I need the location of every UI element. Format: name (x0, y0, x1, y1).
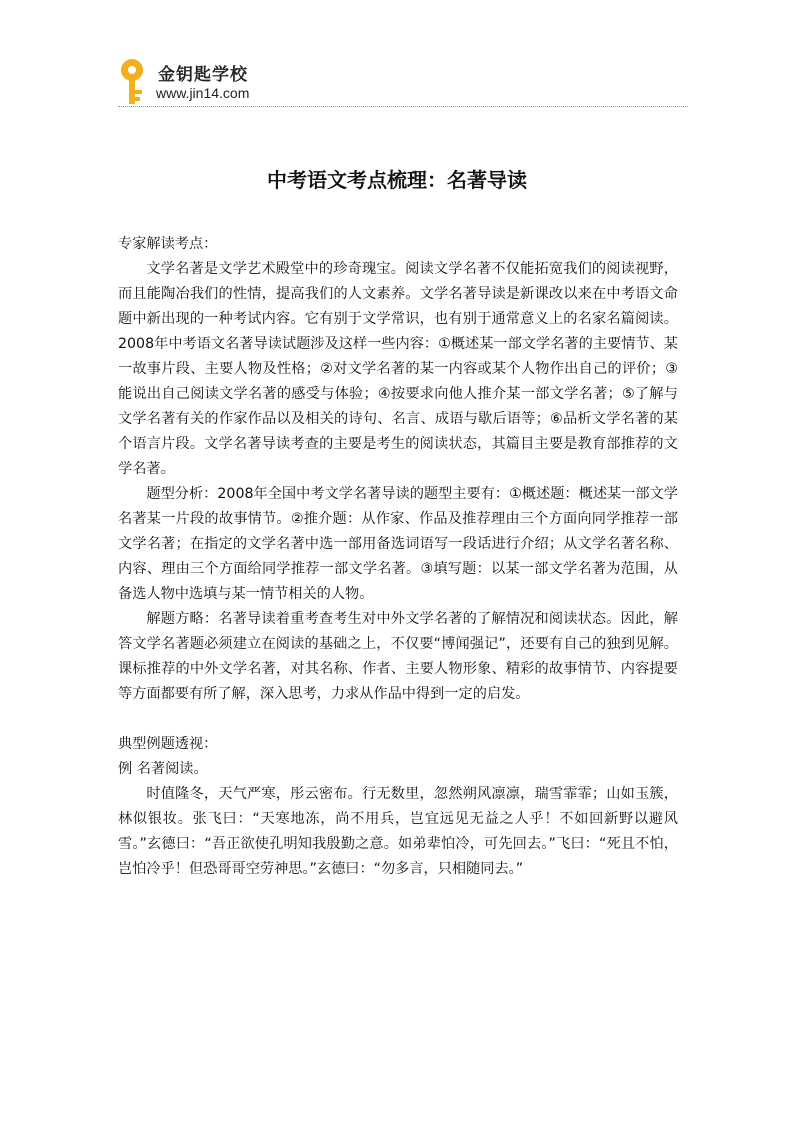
section-heading-examples: 典型例题透视： (118, 736, 218, 752)
spacer (118, 707, 678, 732)
paragraph-strategy: 解题方略：名著导读着重考查考生对中外文学名著的了解情况和阅读状态。因此，解答文学名著题必须建立在阅读的基础之上，不仅要“博闻强记”，还要有自己的独到见解。课标推荐的中外文学名著，对其名称、作者、主要人物形象、精彩的故事情节、内容提要等方面都要有所了解，深入思考，力求从作品中得到一定的启发。 (118, 611, 678, 702)
header-divider (118, 106, 688, 107)
page-title: 中考语文考点梳理：名著导读 (267, 168, 527, 192)
key-icon (118, 56, 158, 106)
logo-name: 金钥匙学校 (158, 65, 248, 85)
page-header (118, 54, 688, 110)
paragraph-question-types: 题型分析：2008年全国中考文学名著导读的题型主要有：①概述题：概述某一部文学名著某一片段的故事情节。②推介题：从作家、作品及推荐理由三个方面向同学推荐一部文学名著；在指定的文学名著中选一部用备选词语写一段话进行介绍；从文学名著名称、内容、理由三个方面给同学推荐一部文学名著。③填写题：以某一部文学名著为范围，从备选人物中选填与某一情节相关的人物。 (118, 486, 678, 602)
paragraph-intro: 文学名著是文学艺术殿堂中的珍奇瑰宝。阅读文学名著不仅能拓宽我们的阅读视野，而且能陶冶我们的性情，提高我们的人文素养。文学名著导读是新课改以来在中考语文命题中新出现的一种考试内容。它有别于文学常识，也有别于通常意义上的名家名篇阅读。2008年中考语文名著导读试题涉及这样一些内容：①概述某一部文学名著的主要情节、某一故事片段、主要人物及性格；②对文学名著的某一内容或某个人物作出自己的评价；③能说出自己阅读文学名著的感受与体验；④按要求向他人推介某一部文学名著；⑤了解与文学名著有关的作家作品以及相关的诗句、名言、成语与歇后语等；⑥品析文学名著的某个语言片段。文学名著导读考查的主要是考生的阅读状态，其篇目主要是教育部推荐的文学名著。 (118, 261, 678, 477)
document-body (118, 232, 678, 882)
logo-url[interactable]: www.jin14.com (156, 85, 250, 101)
section-heading-expert: 专家解读考点： (118, 236, 218, 252)
example-label: 例 名著阅读。 (118, 761, 208, 777)
paragraph-example-text: 时值隆冬，天气严寒，彤云密布。行无数里，忽然朔风凛凛，瑞雪霏霏；山如玉簇，林似银妆。张飞曰：“天寒地冻，尚不用兵，岂宜远见无益之人乎！不如回新野以避风雪。”玄德曰：“吾正欲使孔明知我殷勤之意。如弟辈怕冷，可先回去。”飞曰：“死且不怕，岂怕冷乎！但恐哥哥空劳神思。”玄德曰：“勿多言，只相随同去。” (118, 786, 678, 877)
